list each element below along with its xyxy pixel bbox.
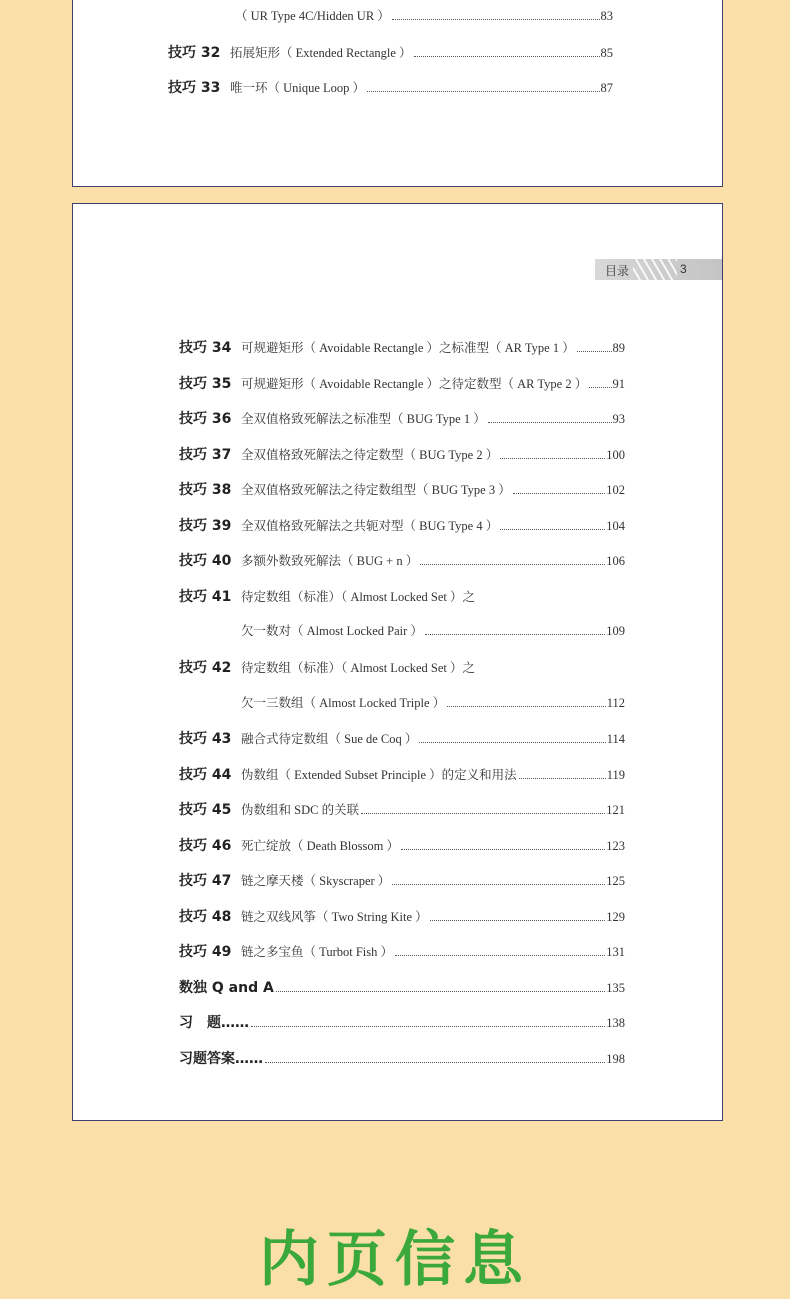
toc-entry-title: 全双值格致死解法之共轭对型（ BUG Type 4 ）	[241, 518, 499, 533]
toc-entry-title: （ UR Type 4C/Hidden UR ）	[235, 9, 390, 23]
dot-leader	[276, 991, 605, 992]
dot-leader	[251, 1026, 605, 1027]
toc-entry	[179, 728, 625, 748]
toc-entry-page: 198	[606, 1052, 625, 1066]
toc-entry-page: 112	[606, 695, 625, 710]
toc-entry	[179, 657, 625, 677]
dot-leader	[589, 387, 611, 388]
toc-entry-title: 可规避矩形（ Avoidable Rectangle ）之待定数型（ AR Type 2 ）	[241, 376, 588, 391]
dot-leader	[425, 634, 605, 635]
toc-entry-title: 拓展矩形（ Extended Rectangle ）	[230, 46, 412, 60]
section-caption: 内页信息	[259, 1225, 531, 1295]
toc-entry-number: 技巧 40	[179, 553, 232, 570]
header-stripe-decoration	[633, 259, 677, 280]
toc-entry	[179, 337, 625, 357]
toc-entry-number: 技巧 32	[168, 45, 221, 61]
toc-entry-title: 可规避矩形（ Avoidable Rectangle ）之标准型（ AR Type 1 ）	[241, 341, 575, 355]
header-title: 目录	[605, 264, 630, 278]
toc-entry-page: 85	[600, 46, 613, 60]
toc-entry-title: 链之双线风筝（ Two String Kite ）	[241, 909, 428, 924]
toc-entry-number: 技巧 44	[179, 766, 232, 783]
toc-entry-page: 114	[606, 732, 625, 747]
toc-entry-number: 技巧 45	[179, 802, 232, 819]
dot-leader	[420, 564, 605, 565]
dot-leader	[488, 422, 612, 423]
toc-entry-page: 102	[606, 483, 625, 498]
toc-entry-page: 123	[606, 838, 625, 853]
toc-entry-page: 106	[606, 554, 625, 569]
toc-entry-page: 121	[606, 803, 625, 818]
dot-leader	[577, 351, 612, 352]
toc-entry-title: 伪数组（ Extended Subset Principle ）的定义和用法	[241, 767, 517, 782]
toc-page-top	[72, 0, 723, 187]
toc-entry	[179, 764, 625, 784]
toc-entry-number: 技巧 47	[179, 873, 232, 890]
dot-leader	[447, 706, 606, 707]
toc-entry-page: 100	[606, 447, 625, 462]
dot-leader	[265, 1062, 605, 1063]
toc-entry-number: 技巧 36	[179, 411, 232, 428]
toc-entry-title: 伪数组和 SDC 的关联	[241, 803, 360, 818]
toc-entry-title: 待定数组（标准）（ Almost Locked Set ）之	[241, 660, 476, 675]
toc-entry-page: 87	[600, 81, 613, 95]
dot-leader	[401, 849, 605, 850]
toc-entry	[179, 941, 625, 961]
toc-entry	[179, 408, 625, 428]
toc-entry	[179, 977, 625, 997]
dot-leader	[500, 458, 605, 459]
toc-entry-number: 技巧 34	[179, 340, 232, 356]
toc-entry-number: 技巧 37	[179, 446, 232, 463]
toc-entry-number: 技巧 39	[179, 517, 232, 534]
toc-entry	[179, 515, 625, 535]
toc-entry-number: 技巧 49	[179, 944, 232, 961]
toc-entry-page: 91	[612, 376, 625, 391]
toc-page-main	[72, 203, 723, 1121]
toc-entry-page: 125	[606, 874, 625, 889]
toc-entry-title: 待定数组（标准）（ Almost Locked Set ）之	[241, 589, 476, 604]
toc-entry-page: 93	[612, 412, 625, 427]
toc-entry-number: 技巧 35	[179, 375, 232, 392]
toc-entry	[179, 586, 625, 606]
toc-entry-title: 欠一三数组（ Almost Locked Triple ）	[241, 695, 446, 710]
toc-entry-page: 109	[606, 624, 625, 639]
toc-entry-page: 129	[606, 909, 625, 924]
dot-leader	[367, 91, 599, 92]
toc-entry-page: 89	[612, 341, 625, 355]
toc-entry-number: 技巧 48	[179, 908, 232, 925]
toc-entry	[241, 621, 625, 639]
toc-entry	[235, 6, 613, 24]
dot-leader	[430, 920, 606, 921]
dot-leader	[392, 19, 600, 20]
toc-entry	[168, 42, 613, 62]
dot-leader	[361, 813, 605, 814]
toc-entry-number: 技巧 33	[168, 80, 221, 96]
toc-entry-page: 119	[606, 767, 625, 782]
dot-leader	[392, 884, 605, 885]
dot-leader	[419, 742, 605, 743]
toc-entry-number: 技巧 42	[179, 659, 232, 676]
toc-entry-title: 唯一环（ Unique Loop ）	[230, 81, 366, 95]
toc-entry-number: 技巧 43	[179, 731, 232, 748]
toc-entry-title: 链之摩天楼（ Skyscraper ）	[241, 874, 391, 889]
toc-entry	[179, 550, 625, 570]
toc-entry-page: 138	[606, 1016, 625, 1031]
toc-entry	[179, 906, 625, 926]
toc-entry-title: 死亡绽放（ Death Blossom ）	[241, 838, 399, 853]
toc-entry-title: 全双值格致死解法之待定数组型（ BUG Type 3 ）	[241, 483, 511, 498]
running-header	[595, 259, 722, 280]
toc-entry	[179, 373, 625, 393]
toc-entry	[179, 1048, 625, 1068]
toc-entry-page: 131	[606, 945, 625, 960]
dot-leader	[414, 56, 600, 57]
toc-entry	[179, 870, 625, 890]
toc-entry-number: 技巧 41	[179, 588, 232, 605]
toc-entry-title: 多额外数致死解法（ BUG + n ）	[241, 554, 419, 569]
toc-entry	[179, 835, 625, 855]
toc-entry-title: 全双值格致死解法之待定数型（ BUG Type 2 ）	[241, 447, 499, 462]
toc-entry-title: 融合式待定数组（ Sue de Coq ）	[241, 732, 418, 747]
toc-entry-page: 104	[606, 518, 625, 533]
toc-entry-number: 习题答案……	[179, 1051, 263, 1067]
toc-entry-page: 83	[600, 9, 613, 23]
toc-entry	[179, 444, 625, 464]
dot-leader	[500, 529, 605, 530]
toc-entry-number: 技巧 46	[179, 837, 232, 854]
dot-leader	[513, 493, 606, 494]
toc-entry-number: 习 题……	[179, 1015, 249, 1032]
toc-entry	[168, 77, 613, 97]
dot-leader	[519, 778, 606, 779]
toc-entry	[179, 479, 625, 499]
header-page-number: 3	[680, 262, 687, 276]
toc-entry-title: 全双值格致死解法之标准型（ BUG Type 1 ）	[241, 412, 486, 427]
dot-leader	[395, 955, 605, 956]
toc-entry	[179, 799, 625, 819]
toc-entry-page: 135	[606, 980, 625, 995]
toc-entry-title: 链之多宝鱼（ Turbot Fish ）	[241, 945, 393, 960]
toc-entry-title: 欠一数对（ Almost Locked Pair ）	[241, 624, 423, 639]
toc-entry	[179, 1012, 625, 1032]
toc-entry-number: 技巧 38	[179, 482, 232, 499]
toc-entry-number: 数独 Q and A	[179, 979, 274, 996]
toc-entry	[241, 693, 625, 711]
